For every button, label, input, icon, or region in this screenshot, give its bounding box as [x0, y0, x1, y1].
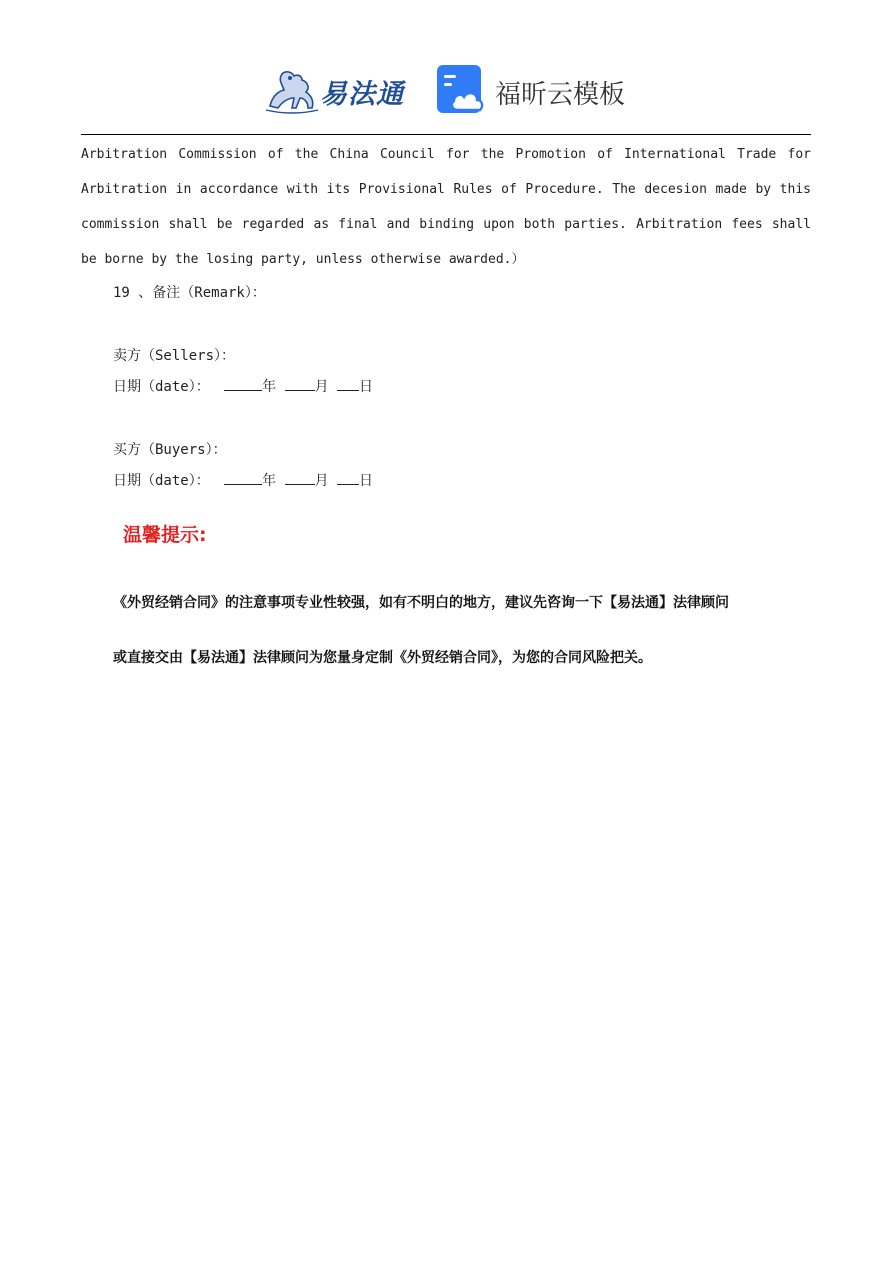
year-label: 年	[262, 379, 277, 395]
qilin-icon	[262, 62, 322, 118]
foxit-brand-text: 福昕云模板	[495, 80, 626, 110]
buyers-date-line	[113, 470, 373, 490]
yifatong-logo	[262, 62, 414, 118]
sellers-date-line	[113, 376, 373, 396]
tip-body	[113, 576, 813, 686]
arbitration-paragraph	[81, 137, 811, 277]
tip-line: 或直接交由【易法通】法律顾问为您量身定制《外贸经销合同》，为您的合同风险把关。	[113, 650, 652, 666]
day-blank	[337, 377, 359, 391]
month-label: 月	[314, 473, 329, 489]
paragraph-line: Arbitration Commission of the China Council for the Promotion of International Trade for	[81, 147, 811, 162]
page-header	[0, 60, 893, 122]
cloud-doc-icon	[436, 64, 488, 116]
yifatong-brand-text: 易法通	[320, 79, 404, 110]
year-blank	[224, 471, 262, 485]
tip-line: 《外贸经销合同》的注意事项专业性较强，如有不明白的地方，建议先咨询一下【易法通】法律顾问	[113, 595, 729, 611]
sellers-label: 卖方（Sellers）：	[113, 348, 236, 364]
date-label: 日期（date）：	[113, 379, 210, 395]
day-blank	[337, 471, 359, 485]
year-label: 年	[262, 473, 277, 489]
paragraph-line: be borne by the losing party, unless otherwise awarded.）	[81, 252, 525, 267]
header-divider	[81, 134, 811, 135]
year-blank	[224, 377, 262, 391]
date-label: 日期（date）：	[113, 473, 210, 489]
buyers-label: 买方（Buyers）：	[113, 442, 227, 458]
day-label: 日	[359, 473, 374, 489]
month-blank	[285, 471, 315, 485]
paragraph-line: commission shall be regarded as final and binding upon both parties. Arbitration fees shall	[81, 217, 811, 232]
remark-clause: 19 、备注（Remark）：	[113, 285, 266, 301]
month-label: 月	[314, 379, 329, 395]
day-label: 日	[359, 379, 374, 395]
paragraph-line: Arbitration in accordance with its Provisional Rules of Procedure. The decesion made by this	[81, 182, 811, 197]
month-blank	[285, 377, 315, 391]
tip-title: 温馨提示:	[123, 524, 207, 546]
foxit-template-logo	[436, 64, 636, 120]
